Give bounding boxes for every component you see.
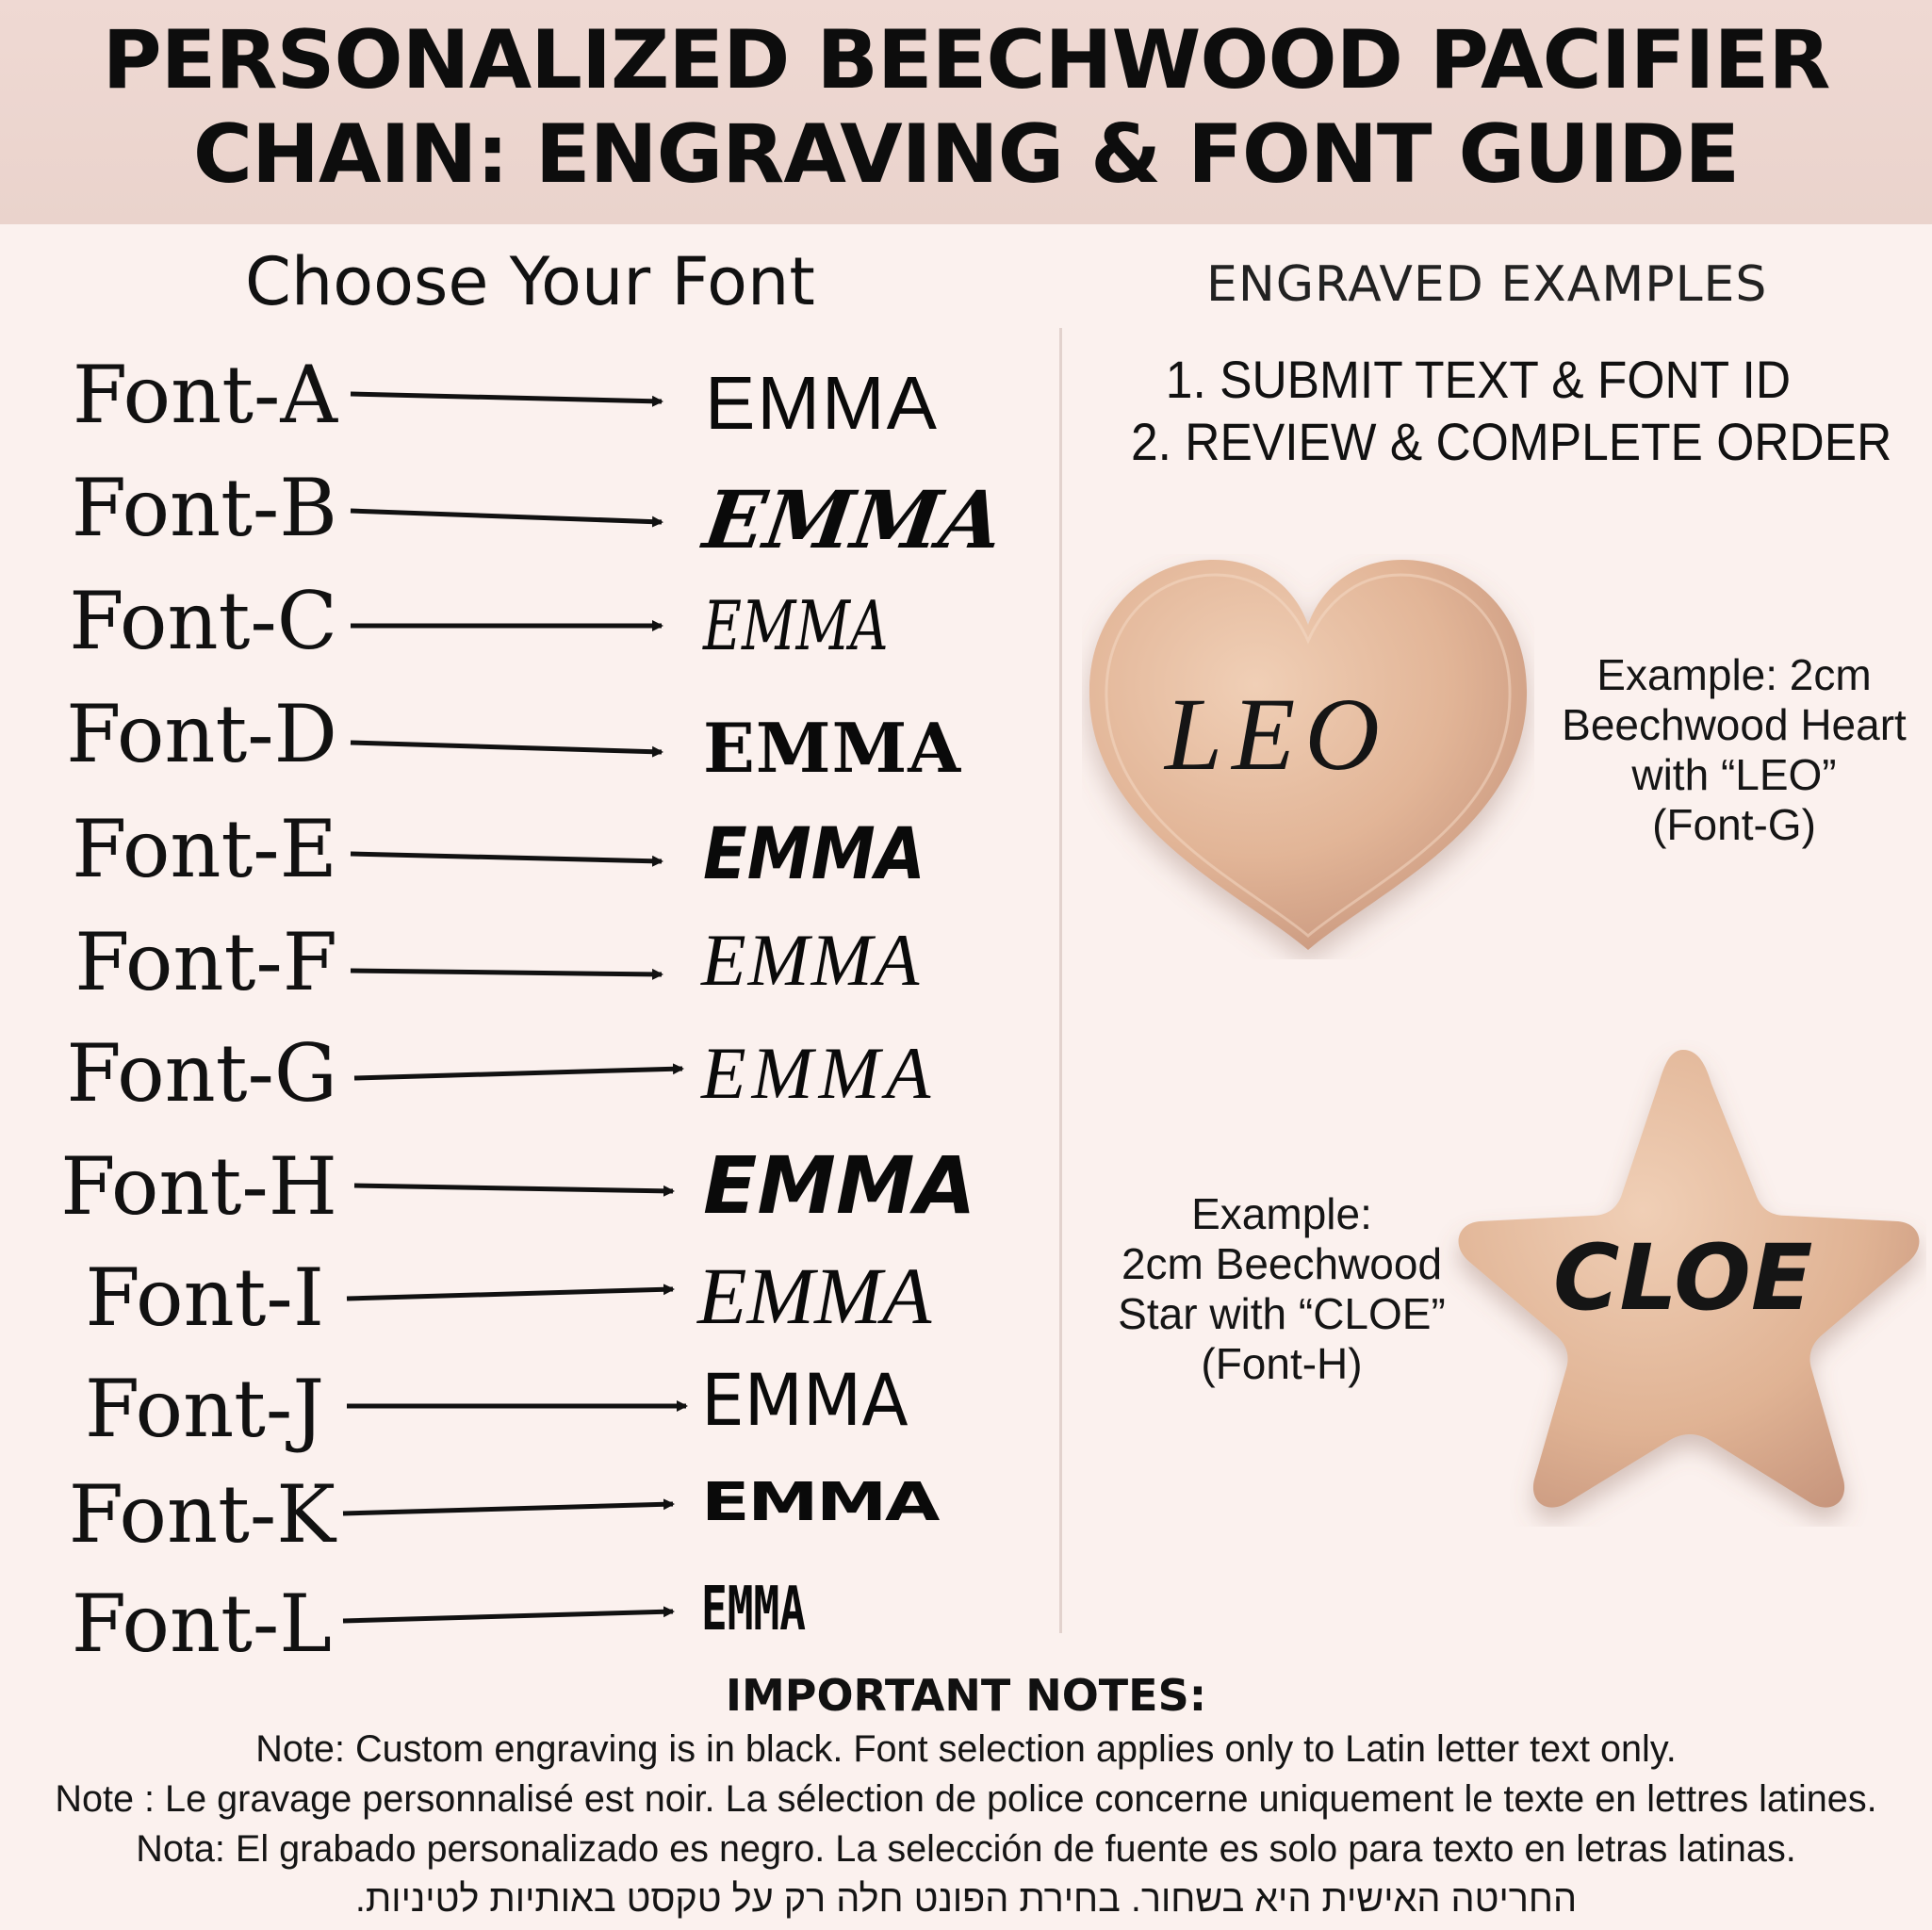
font-sample-e: EMMA	[703, 811, 925, 895]
heart-caption-line-4: (Font-G)	[1652, 800, 1816, 849]
arrow-b	[351, 511, 662, 522]
font-label-e: Font-E	[72, 803, 337, 895]
font-label-k: Font-K	[68, 1468, 336, 1561]
font-label-f: Font-F	[74, 916, 337, 1008]
font-label-j: Font-J	[84, 1363, 324, 1455]
font-sample-l: EMMA	[701, 1575, 806, 1644]
font-label-a: Font-A	[72, 349, 337, 441]
font-sample-j: EMMA	[701, 1358, 909, 1442]
step-2: 2. REVIEW & COMPLETE ORDER	[1131, 412, 1892, 471]
star-engraving: CLOE	[1553, 1225, 1813, 1331]
engraved-examples-heading: ENGRAVED EXAMPLES	[1206, 256, 1768, 313]
arrow-d	[351, 743, 662, 752]
heart-caption	[1546, 650, 1923, 850]
font-sample-c: EMMA	[703, 586, 889, 665]
star-caption-line-3: Star with “CLOE”	[1118, 1289, 1446, 1338]
font-label-d: Font-D	[66, 688, 337, 780]
font-label-g: Font-G	[66, 1027, 337, 1120]
note-french: Note : Le gravage personnalisé est noir. La sélection de police concerne uniquement le texte en lettres latines.	[55, 1778, 1877, 1820]
font-sample-d: EMMA	[703, 708, 962, 788]
note-english: Note: Custom engraving is in black. Font selection applies only to Latin letter text only.	[255, 1728, 1677, 1770]
star-caption-line-1: Example:	[1191, 1189, 1372, 1238]
font-sample-k: EMMA	[701, 1470, 938, 1533]
font-sample-h: EMMA	[703, 1139, 976, 1232]
arrow-h	[354, 1186, 673, 1191]
page-title-line-1: PERSONALIZED BEECHWOOD PACIFIER	[102, 13, 1830, 107]
arrow-e	[351, 854, 662, 861]
font-sample-i: EMMA	[697, 1251, 932, 1341]
heart-caption-line-3: with “LEO”	[1631, 750, 1837, 799]
important-notes-title: IMPORTANT NOTES:	[725, 1670, 1207, 1721]
font-label-i: Font-I	[85, 1251, 324, 1344]
note-spanish: Nota: El grabado personalizado es negro. La selección de fuente es solo para texto en letras latinas.	[136, 1828, 1796, 1870]
arrow-k	[343, 1504, 673, 1513]
step-1: 1. SUBMIT TEXT & FONT ID	[1165, 350, 1792, 409]
star-caption	[1093, 1189, 1470, 1389]
heart-caption-line-2: Beechwood Heart	[1562, 700, 1907, 749]
arrow-i	[347, 1289, 673, 1299]
heart-caption-line-1: Example: 2cm	[1596, 650, 1872, 699]
font-label-b: Font-B	[71, 462, 337, 554]
heart-engraving: LEO	[1165, 677, 1389, 792]
note-hebrew: החריטה האישית היא בשחור. בחירת הפונט חלה רק על טקסט באותיות לטיניות.	[354, 1878, 1578, 1920]
choose-font-heading: Choose Your Font	[245, 243, 815, 320]
arrow-f	[351, 971, 662, 974]
arrow-g	[354, 1069, 682, 1078]
star-caption-line-2: 2cm Beechwood	[1121, 1239, 1443, 1288]
font-label-l: Font-L	[71, 1578, 332, 1670]
font-sample-b: EMMA	[698, 473, 1009, 566]
font-label-c: Font-C	[69, 575, 337, 667]
font-sample-a: EMMA	[705, 361, 939, 445]
font-sample-f: EMMA	[701, 919, 922, 1001]
arrow-l	[343, 1611, 673, 1621]
star-caption-line-4: (Font-H)	[1201, 1339, 1363, 1388]
font-sample-g: EMMA	[701, 1032, 937, 1114]
order-steps	[1131, 349, 1892, 473]
font-label-h: Font-H	[60, 1140, 337, 1233]
arrow-a	[351, 394, 662, 401]
page-title-line-2: CHAIN: ENGRAVING & FONT GUIDE	[192, 107, 1740, 202]
